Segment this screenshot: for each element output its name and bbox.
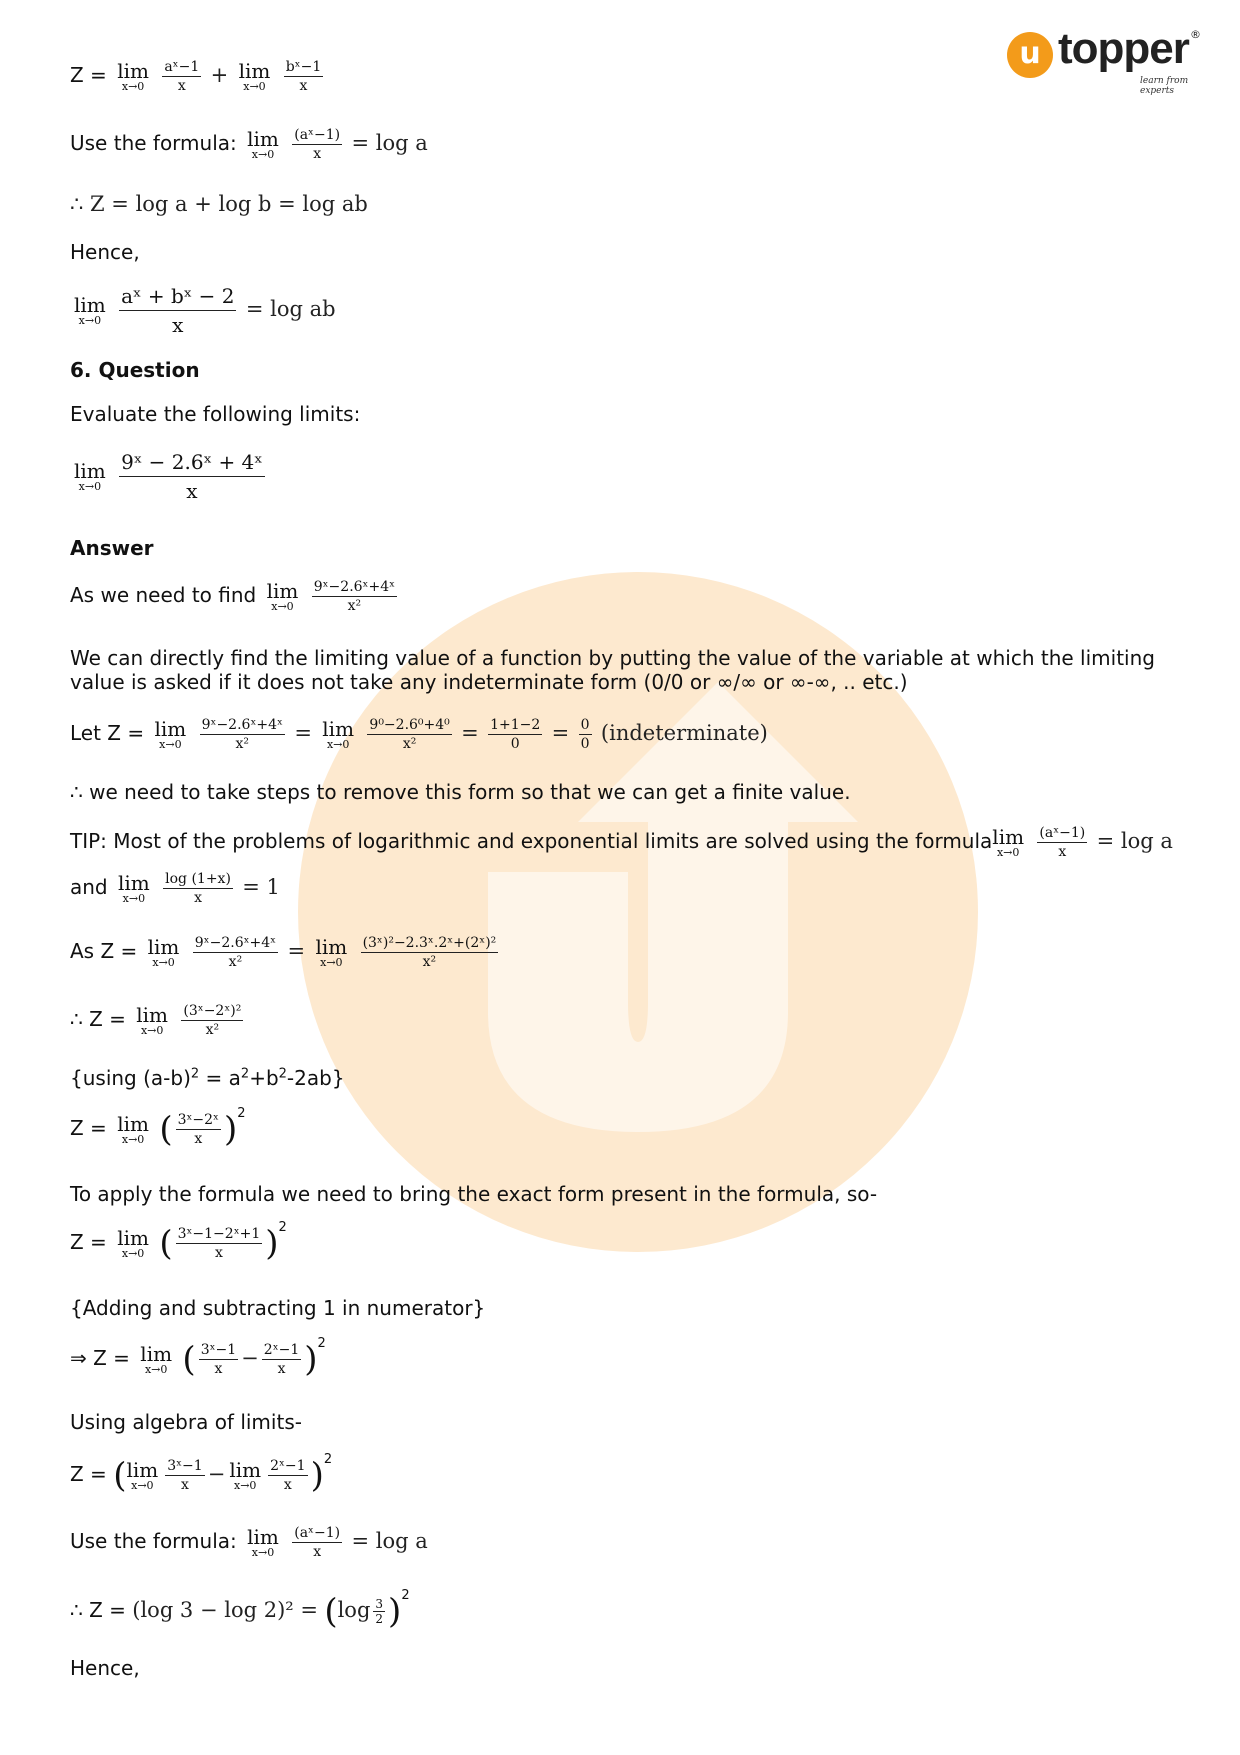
question-text: Evaluate the following limits: (70, 402, 361, 426)
as-z-line: As Z = lim x→0 $\frac{\text{9ˣ−2.6ˣ+4ˣ}}{\text{x²}}$ = lim x→0 $\frac{\text{(3ˣ)²−2.3ˣ.2ˣ+(2ˣ)²}}{\text{x²}}$ (70, 934, 497, 970)
algebra-text: Using algebra of limits- (70, 1410, 302, 1434)
directly-text-1: We can directly find the limiting value of a function by putting the value of the variable at which the limiting (70, 646, 1155, 670)
final-result: ∴ Z = (log 3 − log 2)² = (log $\frac{3}{2}$ )$^2$ (70, 1588, 410, 1632)
hence-label-2: Hence, (70, 1656, 140, 1680)
directly-text-2: value is asked if it does not take any indeterminate form (0/0 or ∞/∞ or ∞-∞, .. etc.) (70, 670, 908, 694)
formula-line: Use the formula: lim x→0 $\frac{\text{(aˣ−1)}}{x}$ = log a (70, 126, 428, 162)
eq-z-sum-limits: Z = lim x→0 $\frac{\text{aˣ−1}}{x}$ + lim x→0 $\frac{\text{bˣ−1}}{x}$ (70, 58, 322, 94)
z-squared-fraction: Z = lim x→0 ( $\frac{\text{3ˣ−2ˣ}}{x}$ )$^2$ (70, 1106, 246, 1150)
brand-name: topper (1058, 24, 1189, 73)
find-line: As we need to find lim x→0 $\frac{\text{9ˣ−2.6ˣ+4ˣ}}{\text{x²}}$ (70, 578, 396, 614)
final-limit-ab: lim x→0 $\frac{\text{aˣ + bˣ − 2}}{x}$ = log ab (74, 284, 336, 337)
answer-heading: Answer (70, 536, 154, 560)
implies-z: ⇒ Z = lim x→0 ( $\frac{\text{3ˣ−1}}{x}$ − $\frac{\text{2ˣ−1}}{x}$ )$^2$ (70, 1336, 326, 1380)
question-heading: 6. Question (70, 358, 200, 382)
result-log-ab: ∴ Z = log a + log b = log ab (70, 192, 368, 216)
adding-text: {Adding and subtracting 1 in numerator} (70, 1296, 486, 1320)
z-add-subtract: Z = lim x→0 ( $\frac{\text{3ˣ−1−2ˣ+1}}{x}$ )$^2$ (70, 1220, 287, 1264)
hence-label: Hence, (70, 240, 140, 264)
z-algebra-limits: Z = ( lim x→0 $\frac{\text{3ˣ−1}}{x}$ − lim x→0 $\frac{\text{2ˣ−1}}{x}$ )$^2$ (70, 1452, 333, 1496)
brand-tagline: learn from experts (1140, 76, 1189, 96)
apply-text: To apply the formula we need to bring the exact form present in the formula, so- (70, 1182, 878, 1206)
tip-line: TIP: Most of the problems of logarithmic and exponential limits are solved using the formula lim x→0 $\frac{\text{(aˣ−1)}}{x}$ = log a (70, 824, 1173, 860)
brand-u-icon: u (1007, 32, 1053, 78)
steps-text: ∴ we need to take steps to remove this form so that we can get a finite value. (70, 780, 851, 804)
and-line: and lim x→0 $\frac{\log (1+x)}{x}$ = 1 (70, 870, 280, 906)
indeterminate-note: (indeterminate) (600, 721, 768, 745)
brand-logo (1007, 24, 1207, 96)
therefore-z-square: ∴ Z = lim x→0 $\frac{\text{(3ˣ−2ˣ)²}}{\text{x²}}$ (70, 1002, 242, 1038)
registered-mark: ® (1190, 28, 1201, 41)
using-identity: {using $(a-b)^2 = a^2+b^2-2ab$} (70, 1066, 345, 1090)
let-z-line: Let Z = lim x→0 $\frac{\text{9ˣ−2.6ˣ+4ˣ}}{\text{x²}}$ = lim x→0 $\frac{\text{9⁰−2.6⁰+4⁰}}{\text{x²}}$ = $\frac{1+1-2}{0}$ = $\frac{0}{0}$ (indeterminate) (70, 716, 768, 752)
formula-line-2: Use the formula: lim x→0 $\frac{\text{(aˣ−1)}}{x}$ = log a (70, 1524, 428, 1560)
question-expression: lim x→0 $\frac{\text{9ˣ − 2.6ˣ + 4ˣ}}{x}$ (74, 450, 263, 503)
